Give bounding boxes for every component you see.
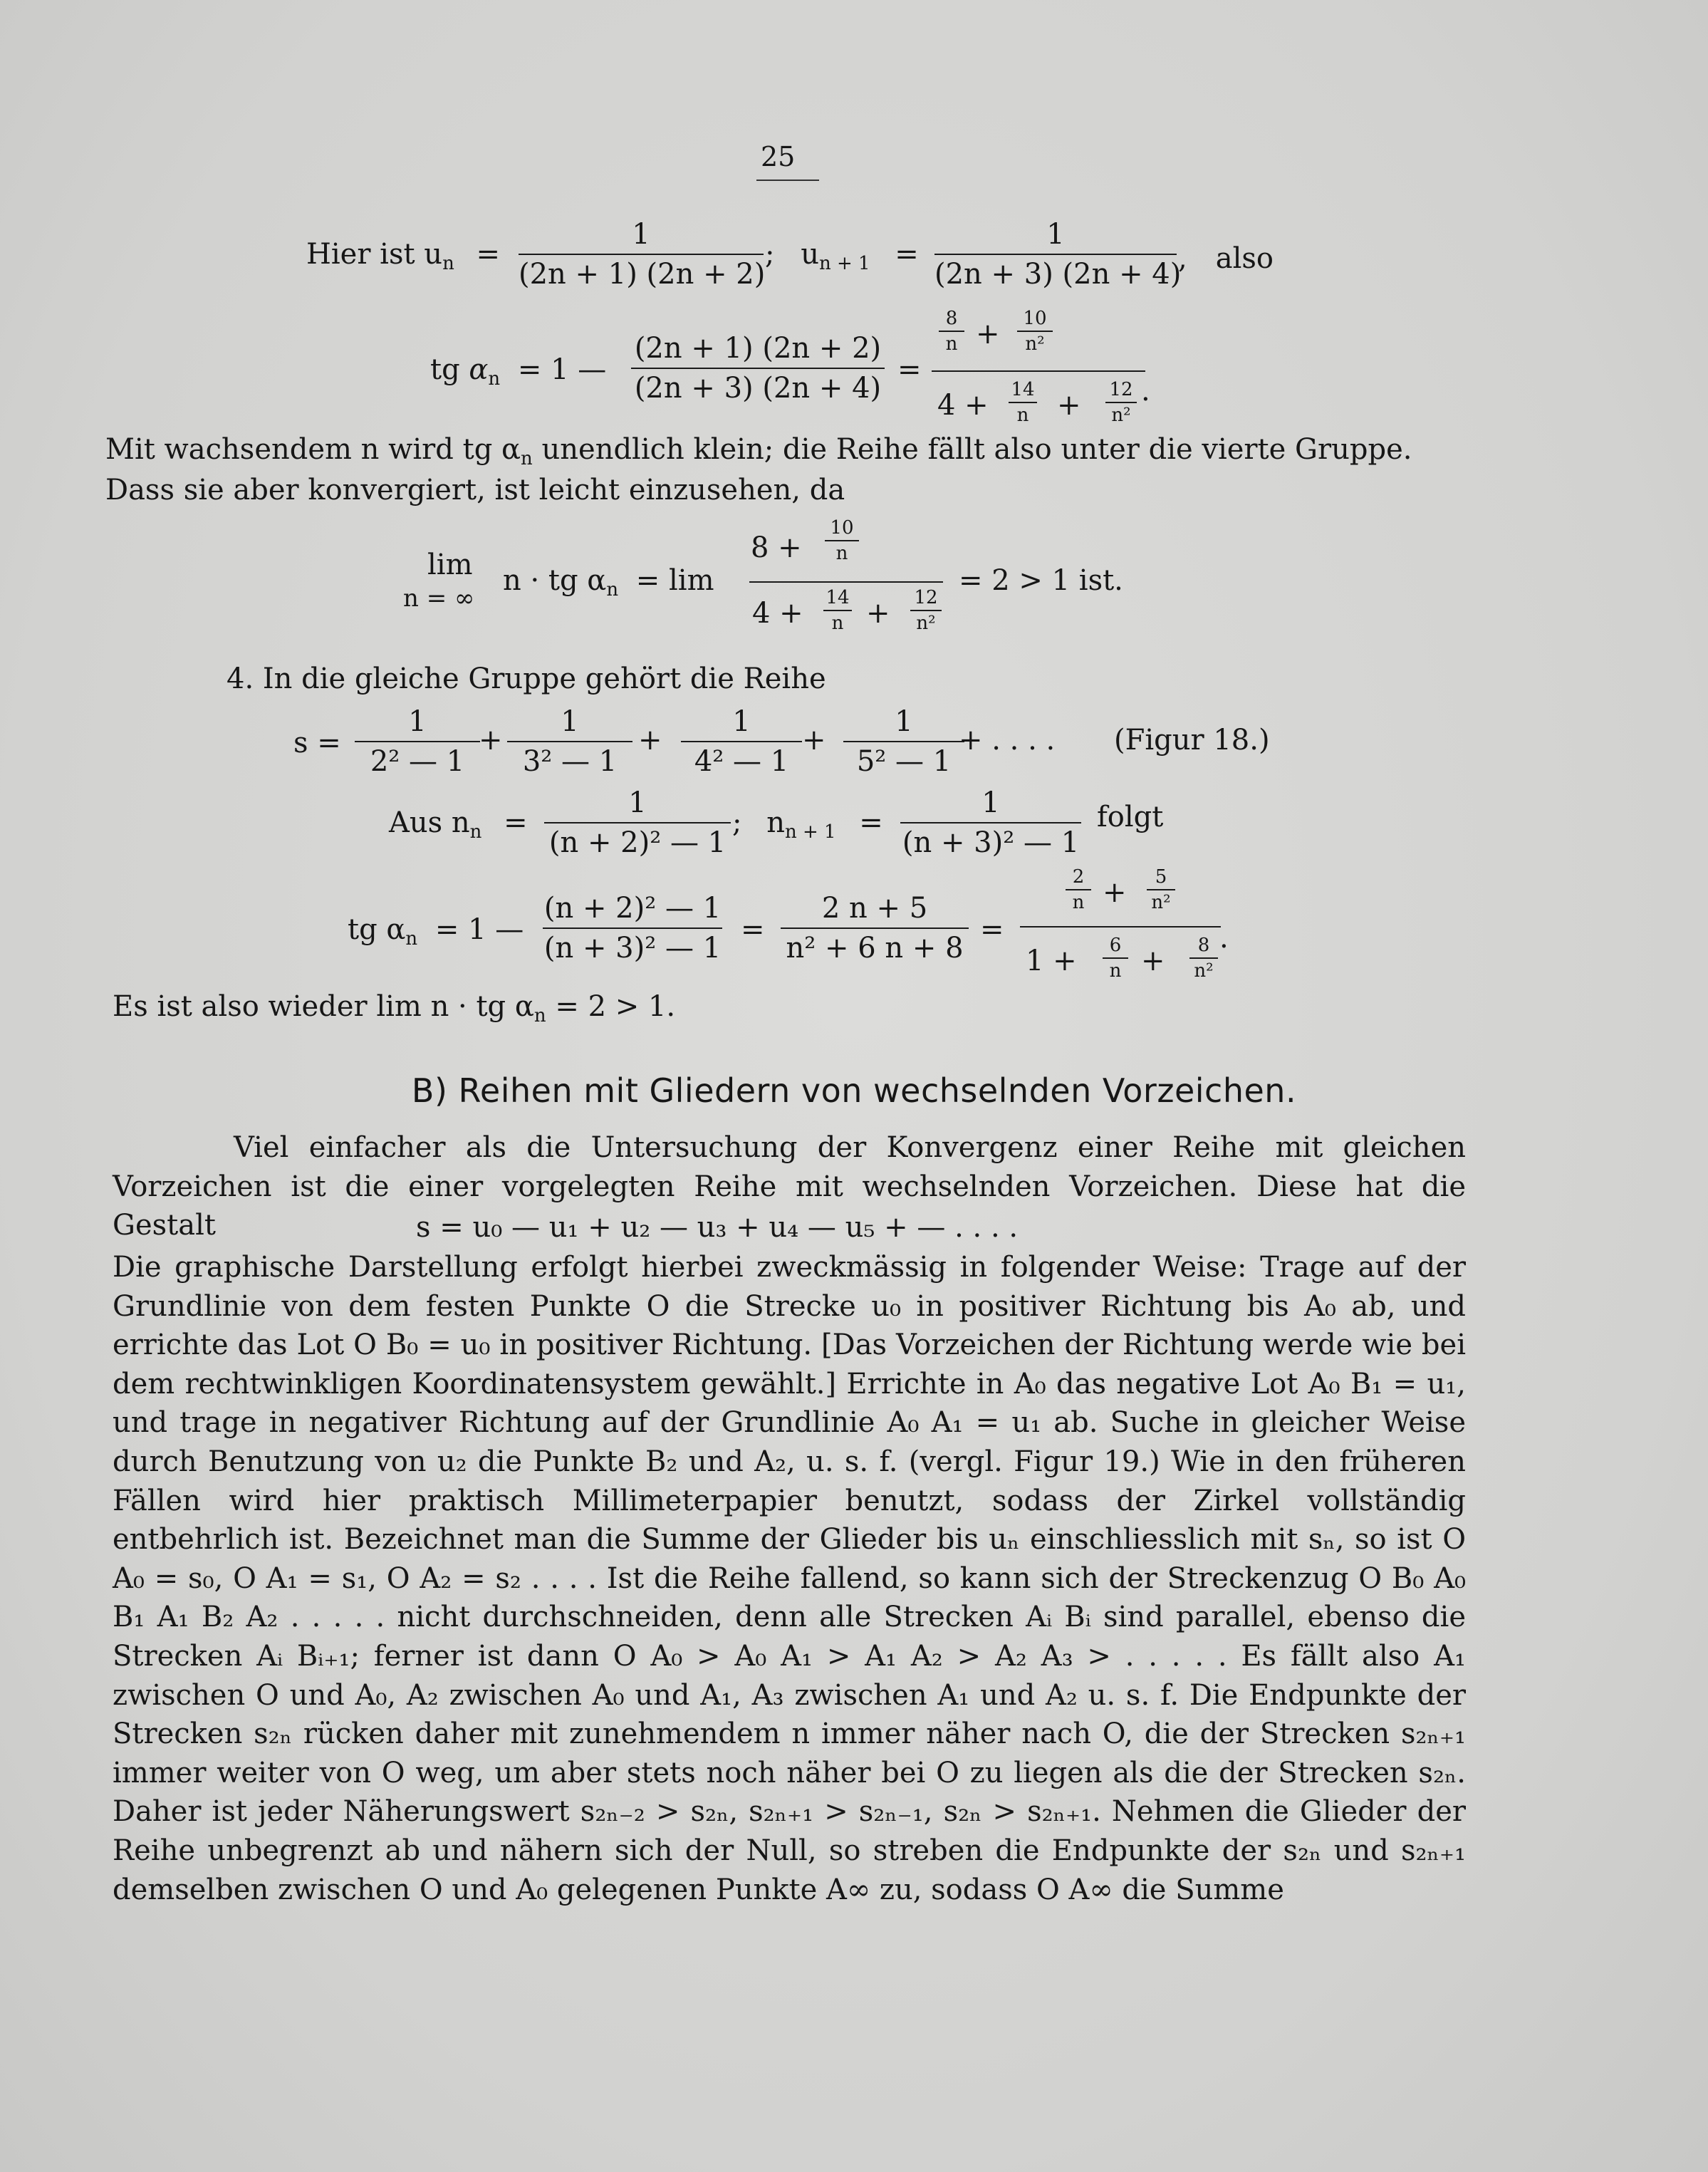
series-tail: + . . . . xyxy=(959,724,1056,757)
series-term-3: 1 4² — 1 xyxy=(681,705,802,778)
paragraph-graphical-method: Die graphische Darstellung erfolgt hierbei zweckmässig in folgender Weise: Trage auf der Grundlinie von dem festen Punkte O die Strecke u₀ in positiver Richtung bis A₀ ab, und errichte das Lot O B₀ = u₀ in positiver Richtung. [Das Vorzeichen der Richtung werde wie bei dem rechtwinkligen Koordinatensystem gewählt.] Errichte in A₀ das negative Lot A₀ B₁ = u₁, und trage in negativer Richtung auf der Grundlinie A₀ A₁ = u₁ ab. Suche in gleicher Weise durch Benutzung von u₂ die Punkte B₂ und A₂, u. s. f. (vergl. Figur 19.) Wie in den früheren Fällen wird hier praktisch Millimeterpapier benutzt, sodass der Zirkel vollständig entbehrlich ist. Bezeichnet man die Summe der Glieder bis uₙ einschliesslich mit sₙ, so ist O A₀ = s₀, O A₁ = s₁, O A₂ = s₂ . . . . Ist die Reihe fallend, so kann sich der Streckenzug O B₀ A₀ B₁ A₁ B₂ A₂ . . . . . nicht durchschneiden, denn alle Strecken Aᵢ Bᵢ sind parallel, ebenso die Strecken Aᵢ Bᵢ₊₁; ferner ist dann O A₀ > A₀ A₁ > A₁ A₂ > A₂ A₃ > . . . . . Es fällt also A₁ zwischen O und A₀, A₂ zwischen A₀ und A₁, A₃ zwischen A₁ und A₂ u. s. f. Die Endpunkte der Strecken s₂ₙ rücken daher mit zunehmendem n immer näher nach O, die der Strecken s₂ₙ₊₁ immer weiter von O weg, um aber stets noch näher bei O zu liegen als die der Strecken s₂ₙ. Daher ist jeder Näherungswert s₂ₙ₋₂ > s₂ₙ, s₂ₙ₊₁ > s₂ₙ₋₁, s₂ₙ > s₂ₙ₊₁. Nehmen die Glieder der Reihe unbegrenzt ab und nähern sich der Null, so streben die Endpunkte der s₂ₙ und s₂ₙ₊₁ demselben zwischen O und A₀ gelegenen Punkte A∞ zu, sodass O A∞ die Summe xyxy=(113,1251,1466,1906)
eq6-fraction-2: 2 n + 5 n² + 6 n + 8 xyxy=(781,892,969,965)
eq5-mid: ; $n_{n + 1}$ = xyxy=(732,806,883,843)
page-number: 25 xyxy=(761,141,796,172)
eq2-equals: = xyxy=(897,353,922,386)
text-line-2: Dass sie aber konvergiert, ist leicht einzusehen, da xyxy=(105,474,845,506)
paragraph-intro: Viel einfacher als die Untersuchung der Konvergenz einer Reihe mit gleichen Vorzeichen ist die einer vorgelegten Reihe mit wechselnden Vorzeichen. Diese hat die Gestalt xyxy=(113,1131,1466,1242)
item-4-text: 4. In die gleiche Gruppe gehört die Reihe xyxy=(226,662,826,695)
eq3-lim: lim xyxy=(427,549,473,581)
eq6-fraction-1: (n + 2)² — 1 (n + 3)² — 1 xyxy=(543,892,722,965)
eq1-fraction-un1: 1 (2n + 3) (2n + 4) xyxy=(934,218,1182,291)
eq1-fraction-un: 1 (2n + 1) (2n + 2) xyxy=(519,218,766,291)
eq1-mid: ; $u_{n + 1}$ = xyxy=(765,238,919,274)
series-term-1: 1 2² — 1 xyxy=(355,705,480,778)
eq2-rhs-denominator: 4 + 14 n + 12 n² . xyxy=(937,375,1150,426)
eq5-fraction-1: 1 (n + 2)² — 1 xyxy=(544,786,731,859)
eq6-rhs-bar xyxy=(1020,926,1221,927)
series-term-2: 1 3² — 1 xyxy=(507,705,632,778)
text-line-1: Mit wachsendem n wird tg $\alpha_n$ unendlich klein; die Reihe fällt also unter die vierte Gruppe. xyxy=(105,433,1412,469)
series-alternating: s = u₀ — u₁ + u₂ — u₃ + u₄ — u₅ + — . . . . xyxy=(416,1211,1019,1244)
eq2-rhs-numerator: 8 n + 10 n² xyxy=(939,308,1152,365)
eq1-tail: , also xyxy=(1178,242,1274,275)
eq5-folgt: folgt xyxy=(1097,801,1164,833)
eq5-fraction-2: 1 (n + 3)² — 1 xyxy=(900,786,1081,859)
eq3-mid: n · tg $\alpha_n = \lim$ xyxy=(503,564,714,601)
text-line-3: Es ist also wieder lim n · tg $\alpha_n = 2 > 1$. xyxy=(113,990,676,1027)
page-number-rule xyxy=(756,180,819,181)
series-term-4: 1 5² — 1 xyxy=(843,705,964,778)
series-s-eq: s = xyxy=(293,727,341,759)
eq1-lhs: Hier ist $u_n$ = xyxy=(306,238,501,274)
series-plus-3: + xyxy=(802,724,826,757)
eq3-numerator: 8 + 10 n xyxy=(751,517,893,574)
eq2-lhs: tg $\alpha_n = 1$ — xyxy=(430,353,607,390)
eq3-n-inf: n = ∞ xyxy=(403,584,475,613)
eq3-denominator: 4 + 14 n + 12 n² xyxy=(752,583,966,640)
series-plus-1: + xyxy=(479,724,503,757)
eq6-equals-1: = xyxy=(741,913,765,946)
eq5-lhs: Aus $n_n$ = xyxy=(389,806,528,843)
eq2-rhs-bar xyxy=(932,370,1145,372)
eq6-rhs-denominator: 1 + 6 n + 8 n² . xyxy=(1026,922,1229,982)
eq6-lhs: tg $\alpha_n = 1$ — xyxy=(348,913,524,950)
eq2-fraction: (2n + 1) (2n + 2) (2n + 3) (2n + 4) xyxy=(631,332,885,405)
section-heading-b: B) Reihen mit Gliedern von wechselnden Vorzeichen. xyxy=(411,1071,1297,1110)
eq6-equals-2: = xyxy=(980,913,1004,946)
series-plus-2: + xyxy=(638,724,662,757)
eq3-result: = 2 > 1 ist. xyxy=(959,564,1123,597)
figure-ref-18: (Figur 18.) xyxy=(1114,724,1270,757)
eq6-rhs-numerator: 2 n + 5 n² xyxy=(1066,866,1208,923)
